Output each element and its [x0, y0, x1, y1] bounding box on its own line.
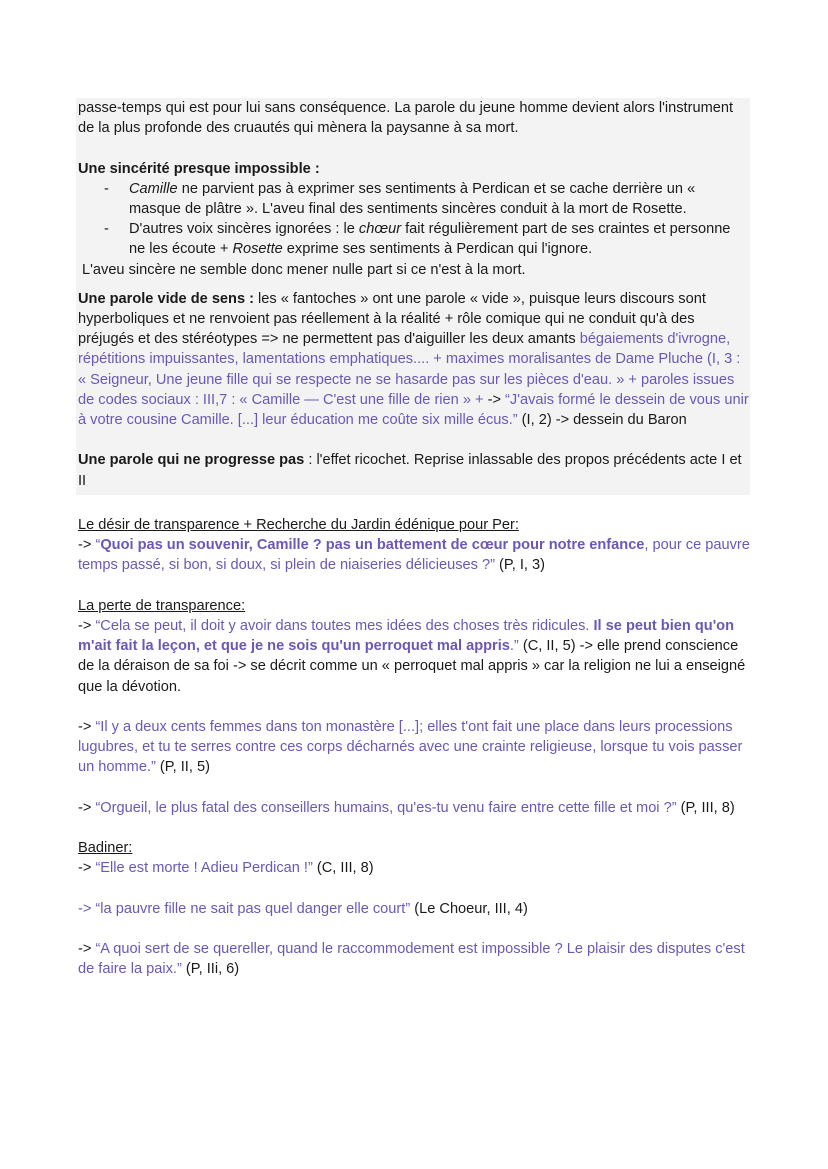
paragraph [78, 899, 750, 919]
paragraph [78, 939, 750, 979]
text-segment: (C, III, 8) [312, 860, 374, 877]
paragraph [78, 858, 750, 878]
bold-heading: Une parole vide de sens : [78, 290, 254, 307]
text-segment: (P, I, 3) [494, 557, 545, 574]
text-segment: D'autres voix sincères ignorées : le [129, 221, 359, 238]
quote-text: , pour ce pauvre temps passé, si bon, si doux, si plein de niaiseries délicieuses ?” [78, 537, 750, 574]
text-segment: -> [487, 391, 506, 408]
text-segment: (Le Choeur, III, 4) [410, 900, 528, 917]
quote-text: “ [95, 537, 101, 554]
text-segment: (P, IIi, 6) [181, 961, 240, 978]
bullet-item [78, 219, 750, 259]
quote-text: “Il y a deux cents femmes dans ton monastère [...]; elles t'ont fait une place dans leurs processions lugubres, et tu te serres contre ces corps décharnés avec une crainte religieuse, lorsque tu vois passer un homme.” [78, 719, 743, 776]
quote-text: Il se peut bien qu'on m'ait fait la leçon, et que je ne sois qu'un perroquet mal appris [78, 618, 734, 655]
document-page [78, 98, 750, 980]
paragraph [78, 98, 750, 138]
quote-text: “A quoi sert de se quereller, quand le raccommodement est impossible ? Le plaisir des disputes c'est de faire la paix.” [78, 941, 745, 978]
spacer [78, 778, 750, 798]
paragraph [78, 616, 750, 697]
spacer [78, 697, 750, 717]
text-segment: : l'effet ricochet. Reprise inlassable des propos précédents acte I et II [78, 452, 742, 489]
section-heading: La perte de transparence: [78, 597, 246, 614]
paragraph [78, 838, 750, 858]
highlighted-notes-block [76, 98, 750, 495]
bold-heading: Une sincérité presque impossible : [78, 160, 320, 177]
quote-text: “Orgueil, le plus fatal des conseillers humains, qu'es-tu venu faire entre cette fille et moi ?” [95, 799, 677, 816]
text-segment: fait régulièrement part de ses craintes et personne ne les écoute + [129, 221, 731, 258]
text-segment: ne parvient pas à exprimer ses sentiments à Perdican et se cache derrière un « masque de plâtre ». L'aveu final des sentiments sincères conduit à la mort de Rosette. [129, 180, 696, 217]
text-segment: Camille [129, 180, 178, 197]
text-segment: chœur [358, 221, 402, 238]
quote-text: “Cela se peut, il doit y avoir dans toutes mes idées des choses très ridicules. [95, 618, 594, 635]
quote-text: Quoi pas un souvenir, Camille ? pas un battement de cœur pour notre enfance [100, 537, 645, 554]
paragraph [78, 260, 750, 280]
quote-text: .” [509, 638, 519, 655]
text-segment: (P, II, 5) [155, 759, 210, 776]
paragraph [78, 717, 750, 778]
text-segment: L'aveu sincère ne semble donc mener nulle part si ce n'est à la mort. [82, 261, 526, 278]
spacer [78, 495, 750, 515]
text-segment: -> [78, 719, 96, 736]
section-heading: Badiner: [78, 840, 133, 857]
paragraph [78, 596, 750, 616]
quote-text: “J'avais formé le dessein de vous unir à votre cousine Camille. [...] leur éducation me coûte six mille écus.” [78, 391, 749, 429]
spacer [78, 576, 750, 596]
spacer [78, 280, 750, 289]
bullet-dash-icon: - [104, 221, 109, 238]
text-segment: -> [78, 941, 96, 958]
paragraph [78, 450, 750, 490]
text-segment: (P, III, 8) [676, 799, 735, 816]
paragraph [78, 159, 750, 179]
text-segment: les « fantoches » ont une parole « vide », puisque leurs discours sont hyperboliques et ne renvoient pas réellement à la réalité + rôle comique qui ne conduit qu'à des préjugés et des stéréotypes => ne permettent pas d'aiguiller les deux amants [78, 290, 706, 348]
paragraph [78, 515, 750, 535]
text-segment: -> [78, 860, 96, 877]
text-segment: -> [78, 799, 96, 816]
spacer [78, 919, 750, 939]
bullet-item [78, 179, 750, 219]
paragraph [78, 289, 750, 430]
bold-heading: Une parole qui ne progresse pas [78, 452, 305, 469]
text-segment: -> [78, 537, 96, 554]
quote-text: -> “la pauvre fille ne sait pas quel danger elle court” [78, 900, 411, 917]
spacer [78, 818, 750, 838]
quote-text: bégaiements d'ivrogne, répétitions impuissantes, lamentations emphatiques.... + maximes moralisantes de Dame Pluche (I, 3 : « Seigneur, Une jeune fille qui se respecte ne se hasarde pas sur les pièces d'eau. » + paroles issues de codes sociaux : III,7 : « Camille — C'est une fille de rien » + [78, 331, 741, 408]
spacer [78, 879, 750, 899]
text-segment: Rosette [232, 241, 283, 258]
spacer [78, 430, 750, 450]
spacer [78, 138, 750, 158]
text-segment: exprime ses sentiments à Perdican qui l'ignore. [282, 241, 593, 258]
quotes-section [78, 495, 750, 980]
text-segment: (I, 2) -> dessein du Baron [517, 412, 687, 429]
text-segment: -> [78, 618, 96, 635]
section-heading: Le désir de transparence + Recherche du Jardin édénique pour Per: [78, 517, 519, 534]
quote-text: “Elle est morte ! Adieu Perdican !” [95, 860, 313, 877]
text-segment: (C, II, 5) -> elle prend conscience de la déraison de sa foi -> se décrit comme un « perroquet mal appris » car la religion ne lui a enseigné que la dévotion. [78, 638, 746, 695]
bullet-dash-icon: - [104, 180, 109, 197]
paragraph [78, 798, 750, 818]
text-segment: passe-temps qui est pour lui sans conséquence. La parole du jeune homme devient alors l'instrument de la plus profonde des cruautés qui mènera la paysanne à sa mort. [78, 100, 734, 137]
paragraph [78, 535, 750, 575]
